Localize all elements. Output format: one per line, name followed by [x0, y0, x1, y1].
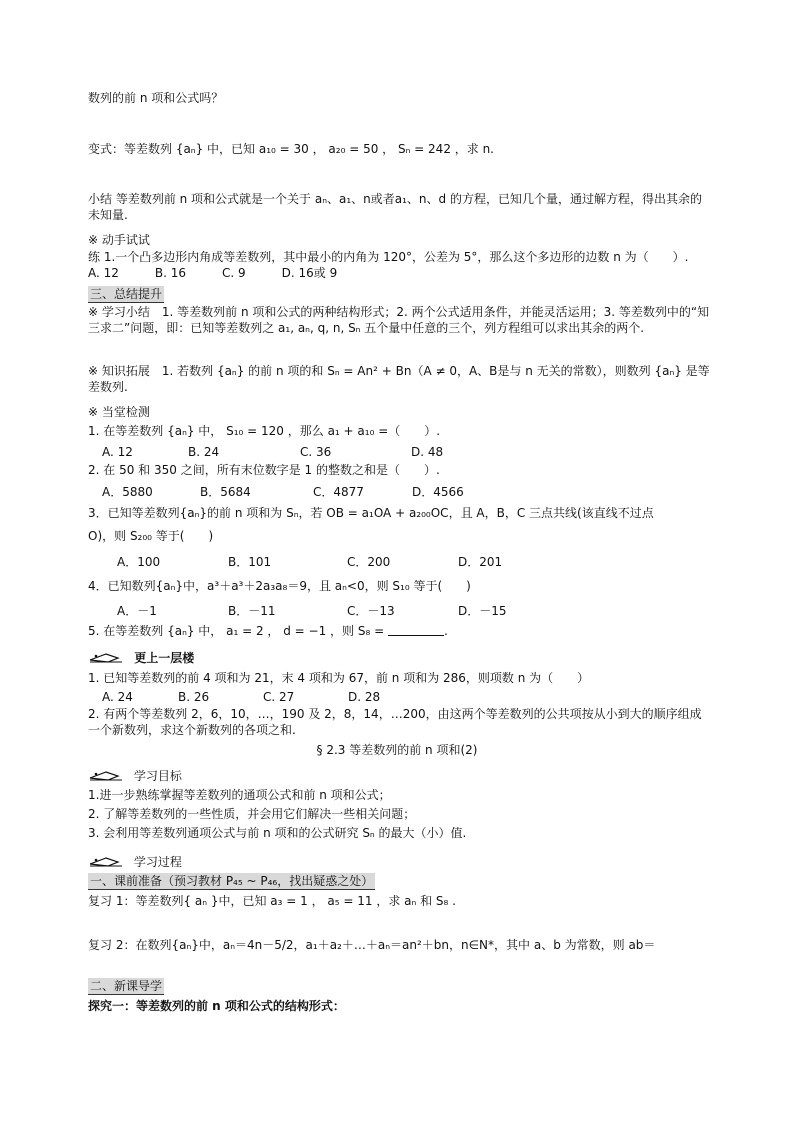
summary-paragraph: ※ 学习小结 1. 等差数列前 n 项和公式的两种结构形式；2. 两个公式适用条件，并能灵活运用；3. 等差数列中的“知三求二”问题，即：已知等差数列之 a₁, aₙ, q, n, Sₙ 五个量中任意的三个，列方程组可以求出其余的两个. — [88, 305, 710, 336]
text-line: 变式：等差数列 {aₙ} 中，已知 a₁₀ = 30 ， a₂₀ = 50 ， Sₙ = 242 ，求 n. — [88, 142, 494, 156]
pen-flag-icon — [88, 650, 124, 664]
option: B．101 — [228, 555, 272, 569]
subsection-heading — [88, 873, 710, 890]
section-heading — [88, 286, 710, 303]
goal-item: 1.进一步熟练掌握等差数列的通项公式和前 n 项和公式； — [88, 788, 391, 802]
section-heading-text: 更上一层楼 — [134, 651, 195, 665]
option: B. 24 — [188, 445, 220, 459]
review-1: 复习 1：等差数列{ aₙ }中，已知 a₃ = 1 ， a₅ = 11 ，求 aₙ 和 S₈ . — [88, 894, 456, 908]
option: B. 26 — [178, 690, 210, 704]
option: C．200 — [347, 555, 391, 569]
question-1: 1. 在等差数列 {aₙ} 中， S₁₀ = 120 ，那么 a₁ + a₁₀ =（ ）. — [88, 424, 441, 438]
review-2: 复习 2：在数列{aₙ}中，aₙ＝4n－5/2，a₁＋a₂＋…＋aₙ＝an²＋bn，n∈N*，其中 a、b 为常数，则 ab＝ — [88, 938, 656, 952]
subsection-heading-text: 二、新课导学 — [88, 978, 164, 995]
question-3: 3．已知等差数列{aₙ}的前 n 项和为 Sₙ，若 OB = a₁OA + a₂₀₀OC，且 A，B，C 三点共线(该直线不过点 — [88, 506, 654, 520]
section-heading-text: 三、总结提升 — [88, 286, 164, 303]
option: C. 27 — [263, 690, 295, 704]
subsection-heading — [88, 978, 710, 995]
section-heading — [88, 854, 710, 870]
option: C. 36 — [300, 445, 332, 459]
goal-item: 2. 了解等差数列的一些性质，并会用它们解决一些相关问题； — [88, 807, 416, 821]
option: A．－1 — [117, 604, 157, 618]
question-2: 2. 在 50 和 350 之间，所有末位数字是 1 的整数之和是（ ）. — [88, 463, 440, 477]
subsection-heading-text: 一、课前准备（预习教材 P₄₅ ~ P₄₆，找出疑惑之处） — [88, 873, 375, 890]
option: A．100 — [117, 555, 161, 569]
pen-flag-icon — [88, 768, 124, 782]
option: D. 48 — [411, 445, 444, 459]
option: D．4566 — [412, 485, 464, 499]
summary-paragraph: 小结 等差数列前 n 项和公式就是一个关于 aₙ、a₁、n或者a₁、n、d 的方程，已知几个量，通过解方程，得出其余的未知量. — [88, 192, 702, 223]
option: D. 28 — [348, 690, 381, 704]
answer-blank[interactable] — [388, 624, 444, 636]
section-label: ※ 当堂检测 — [88, 405, 150, 419]
option: C．4877 — [313, 485, 364, 499]
option: A. 12 — [102, 445, 133, 459]
goal-item: 3. 会利用等差数列通项公式与前 n 项和的公式研究 Sₙ 的最大（小）值. — [88, 826, 467, 840]
section-heading — [88, 768, 710, 784]
question-5-text: 5. 在等差数列 {aₙ} 中， a₁ = 2 ， d = −1 ，则 S₈ = — [88, 624, 385, 638]
exercise-paragraph: 练 1.一个凸多边形内角成等差数列，其中最小的内角为 120°，公差为 5°，那么这个多边形的边数 n 为（ ）. A. 12 B. 16 C. 9 D. 16或 9 — [88, 250, 701, 281]
text-line: 数列的前 n 项和公式吗？ — [88, 91, 224, 105]
question-5: 5. 在等差数列 {aₙ} 中， a₁ = 2 ， d = −1 ，则 S₈ = . — [88, 624, 448, 638]
extension-paragraph: ※ 知识拓展 1. 若数列 {aₙ} 的前 n 项的和 Sₙ = An² + Bn（A ≠ 0，A、B是与 n 无关的常数），则数列 {aₙ} 是等差数列. — [88, 364, 710, 395]
upgrade-question-1: 1. 已知等差数列的前 4 项和为 21，末 4 项和为 67，前 n 项和为 286，则项数 n 为（ ） — [88, 671, 590, 685]
option: C．－13 — [347, 604, 395, 618]
question-4: 4．已知数列{aₙ}中，a³＋a³＋2a₃a₈＝9，且 aₙ<0，则 S₁₀ 等于( ) — [88, 579, 471, 593]
option: B．－11 — [228, 604, 276, 618]
section-label: ※ 动手试试 — [88, 233, 150, 247]
section-heading — [88, 650, 710, 666]
section-heading-text: 学习过程 — [133, 855, 182, 869]
option: D．－15 — [458, 604, 507, 618]
exploration-heading: 探究一：等差数列的前 n 项和公式的结构形式： — [88, 999, 345, 1013]
lesson-title: § 2.3 等差数列的前 n 项和(2) — [316, 743, 478, 757]
option: A. 24 — [102, 690, 133, 704]
section-heading-text: 学习目标 — [133, 769, 182, 783]
pen-flag-icon — [88, 854, 124, 868]
question-3-cont: O)，则 S₂₀₀ 等于( ) — [88, 529, 214, 543]
upgrade-question-2: 2. 有两个等差数列 2，6，10，…，190 及 2，8，14，…200，由这两个等差数列的公共项按从小到大的顺序组成一个新数列，求这个新数列的各项之和. — [88, 707, 702, 738]
option: B．5684 — [200, 485, 251, 499]
option: A．5880 — [102, 485, 153, 499]
option: D．201 — [458, 555, 503, 569]
